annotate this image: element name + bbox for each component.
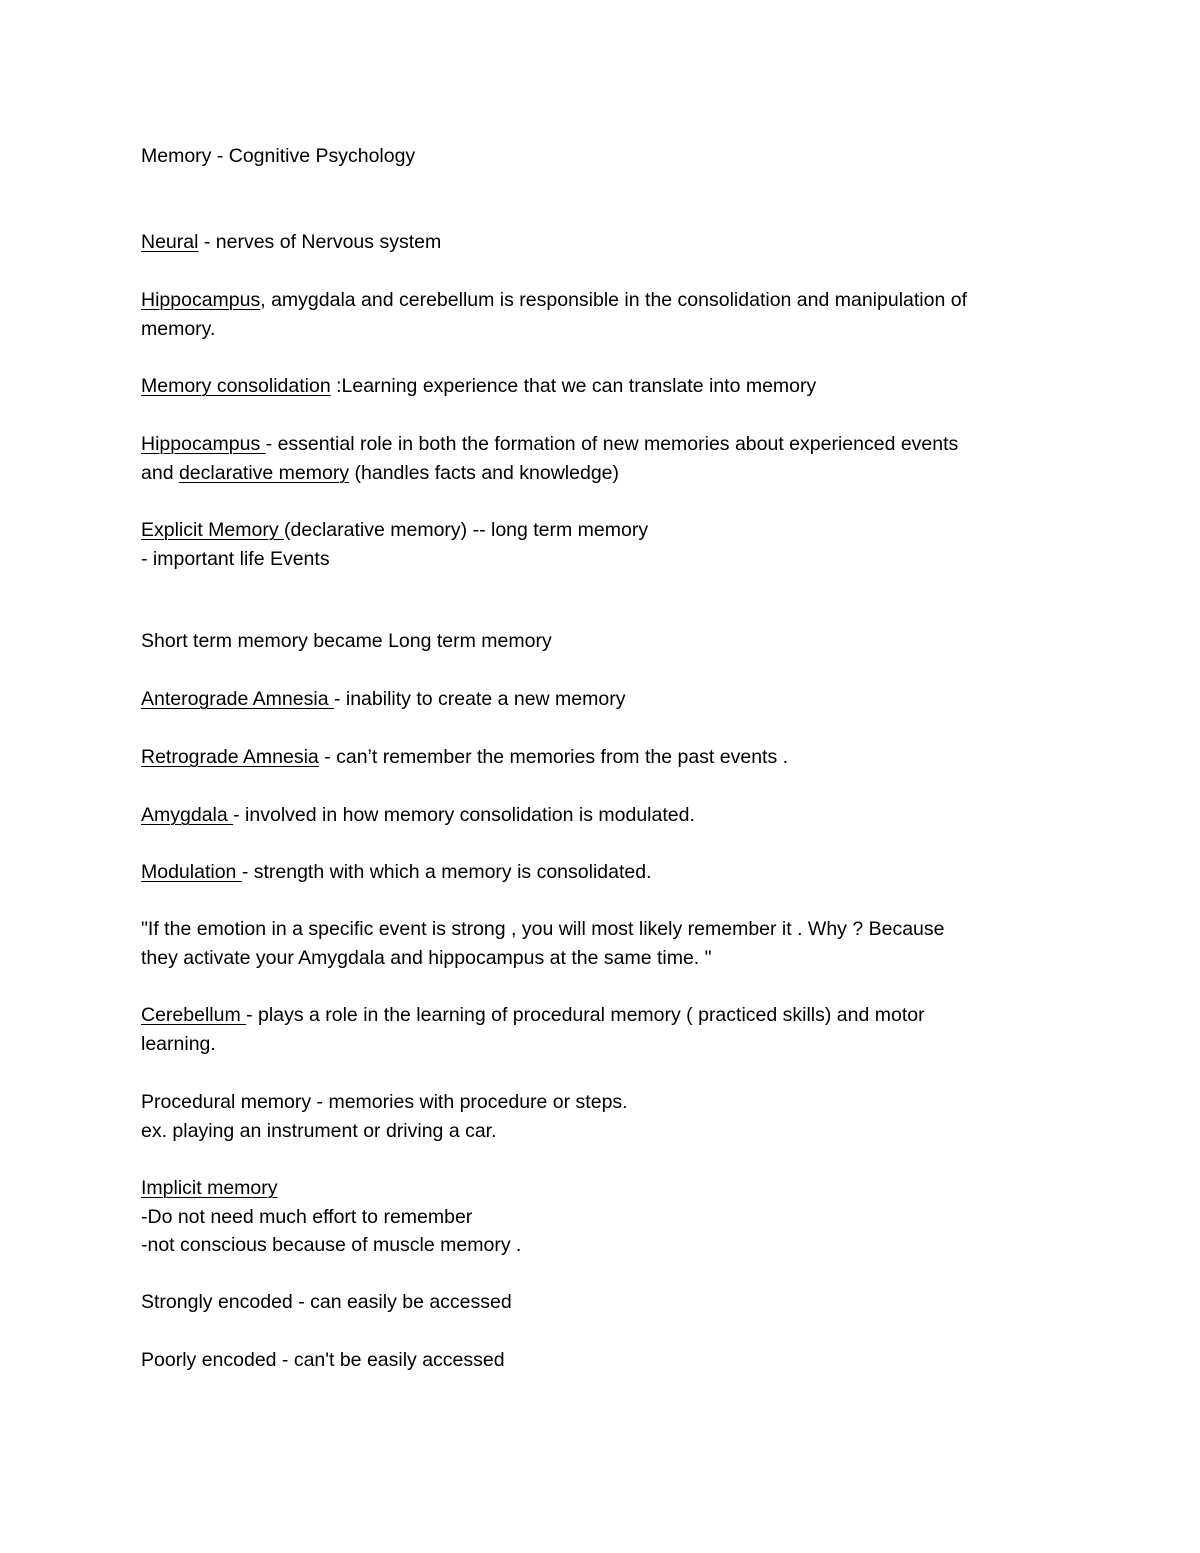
entry-memory-consolidation [141,372,1076,401]
definition-retrograde: - can’t remember the memories from the past events . [318,746,789,768]
definition-hippocampus-2-suffix: (handles facts and knowledge) [349,461,620,484]
strongly-encoded-text: Strongly encoded - can easily be accessed [141,1291,512,1313]
term-anterograde-amnesia: Anterograde Amnesia [141,688,334,710]
definition-amygdala: - involved in how memory consolidation is modulated. [233,804,695,826]
definition-hippocampus-line1: , amygdala and cerebellum is responsible in the consolidation and manipulation of [260,289,968,311]
entry-hippocampus-role [141,430,1076,487]
entry-cerebellum [141,1001,1076,1058]
term-explicit-memory: Explicit Memory [141,519,285,541]
term-amygdala: Amygdala [141,804,234,826]
entry-modulation [141,858,1076,887]
term-cerebellum: Cerebellum [141,1004,247,1026]
definition-hippocampus-line2: memory. [141,317,216,340]
definition-anterograde: - inability to create a new memory [333,688,626,710]
term-implicit-memory: Implicit memory [141,1177,278,1199]
entry-procedural [141,1088,1076,1145]
entry-implicit-memory [141,1174,1076,1260]
term-hippocampus: Hippocampus [141,289,261,311]
procedural-line1: Procedural memory - memories with procedure or steps. [141,1091,628,1113]
definition-explicit-memory-line1: (declarative memory) -- long term memory [284,519,649,541]
quote-line2: they activate your Amygdala and hippocampus at the same time. " [141,946,712,969]
entry-poorly-encoded [141,1346,1076,1375]
definition-hippocampus-2-line1: - essential role in both the formation of new memories about experienced events [265,433,959,455]
entry-hippocampus-consolidation [141,286,1076,343]
entry-anterograde [141,685,1076,714]
definition-memory-consolidation: :Learning experience that we can translate into memory [330,375,817,397]
entry-quote [141,915,1076,972]
definition-cerebellum-line2: learning. [141,1032,216,1055]
term-modulation: Modulation [141,861,242,883]
entry-retrograde [141,743,1076,772]
entry-strongly-encoded [141,1288,1076,1317]
implicit-line2: -Do not need much effort to remember [141,1205,473,1228]
term-retrograde-amnesia: Retrograde Amnesia [141,746,319,768]
quote-line1: "If the emotion in a specific event is strong , you will most likely remember it . Why ? Because [141,918,945,940]
entry-short-term [141,627,1076,656]
term-hippocampus-2: Hippocampus [141,433,266,455]
definition-explicit-memory-line2: - important life Events [141,547,330,570]
entry-neural [141,228,1076,257]
definition-neural: - nerves of Nervous system [198,231,442,253]
short-term-text: Short term memory became Long term memory [141,630,552,652]
entry-amygdala [141,801,1076,830]
definition-modulation: - strength with which a memory is consolidated. [241,861,652,883]
procedural-line2: ex. playing an instrument or driving a car. [141,1119,497,1142]
implicit-line3: -not conscious because of muscle memory . [141,1234,522,1257]
term-declarative-memory: declarative memory [178,461,350,484]
entry-explicit-memory [141,516,1076,573]
poorly-encoded-text: Poorly encoded - can't be easily accessed [141,1349,505,1371]
title-text: Memory - Cognitive Psychology [141,145,416,167]
term-memory-consolidation: Memory consolidation [141,375,331,397]
term-neural: Neural [141,231,199,253]
definition-hippocampus-2-prefix: and [141,461,179,484]
document-title [141,142,1076,171]
definition-cerebellum-line1: - plays a role in the learning of procedural memory ( practiced skills) and motor [246,1004,925,1026]
